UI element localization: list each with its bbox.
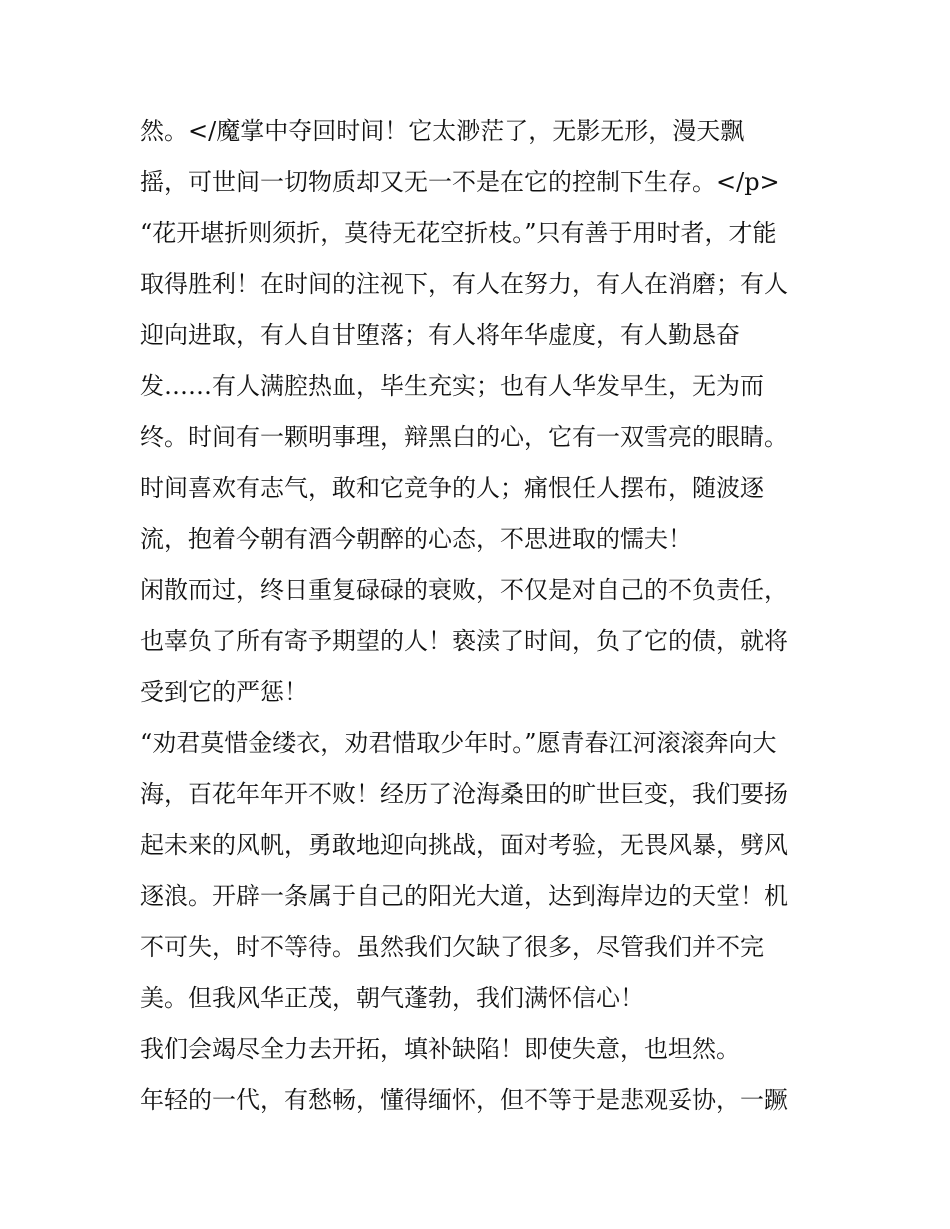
text-line: 闲散而过，终日重复碌碌的衰败，不仅是对自己的不负责任， xyxy=(140,576,788,604)
text-line: 受到它的严惩！ xyxy=(140,678,308,706)
text-line: 取得胜利！在时间的注视下，有人在努力，有人在消磨；有人 xyxy=(140,270,788,298)
text-line: 美。但我风华正茂，朝气蓬勃，我们满怀信心！ xyxy=(140,984,644,1012)
text-line: “劝君莫惜金缕衣，劝君惜取少年时。”愿青春江河滚滚奔向大 xyxy=(140,729,777,757)
text-line: 我们会竭尽全力去开拓，填补缺陷！即使失意，也坦然。 xyxy=(140,1035,740,1063)
text-line: 年轻的一代，有愁畅，懂得缅怀，但不等于是悲观妥协，一蹶 xyxy=(140,1086,788,1114)
text-line: 也辜负了所有寄予期望的人！亵渎了时间，负了它的债，就将 xyxy=(140,627,788,655)
text-line: 时间喜欢有志气，敢和它竞争的人；痛恨任人摆布，随波逐 xyxy=(140,474,764,502)
text-line: “花开堪折则须折，莫待无花空折枝。”只有善于用时者，才能 xyxy=(140,219,777,247)
text-line: 终。时间有一颗明事理，辩黑白的心，它有一双雪亮的眼睛。 xyxy=(140,423,788,451)
text-line: 海，百花年年开不败！经历了沧海桑田的旷世巨变，我们要扬 xyxy=(140,780,788,808)
essay-text xyxy=(140,106,820,1126)
text-line: 起未来的风帆，勇敢地迎向挑战，面对考验，无畏风暴，劈风 xyxy=(140,831,788,859)
text-line: 然。</魔掌中夺回时间！它太渺茫了，无影无形，漫天飘 xyxy=(140,117,745,145)
text-line: 逐浪。开辟一条属于自己的阳光大道，达到海岸边的天堂！机 xyxy=(140,882,788,910)
text-line: 不可失，时不等待。虽然我们欠缺了很多，尽管我们并不完 xyxy=(140,933,764,961)
text-line: 迎向进取，有人自甘堕落；有人将年华虚度，有人勤恳奋 xyxy=(140,321,740,349)
text-line: 发……有人满腔热血，毕生充实；也有人华发早生，无为而 xyxy=(140,372,764,400)
text-line: 摇，可世间一切物质却又无一不是在它的控制下生存。</p> xyxy=(140,168,780,196)
text-line: 流，抱着今朝有酒今朝醉的心态，不思进取的懦夫！ xyxy=(140,525,692,553)
